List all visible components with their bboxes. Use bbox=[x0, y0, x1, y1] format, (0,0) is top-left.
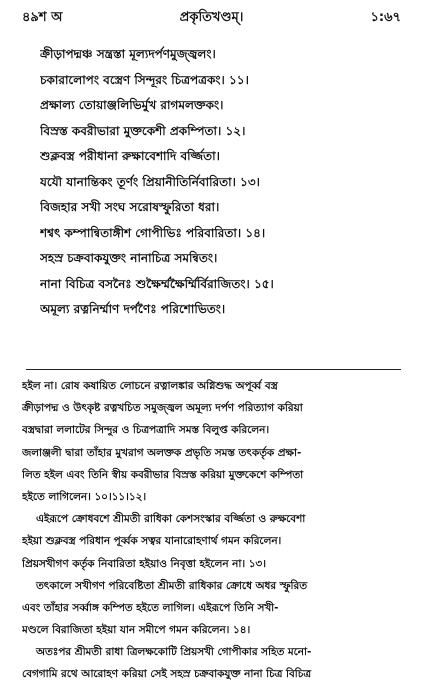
commentary-line: হইয়া শুক্লবস্ত্র পরিধান পূর্ব্বক সত্বর যানারোহণার্থ গমন করিলেন। bbox=[22, 535, 282, 548]
verse-line: শুক্লবস্ত্র পরীধানা রুক্ষাবেশাদি বর্জ্জিতা। bbox=[40, 149, 220, 163]
commentary-line: তৎকালে সখীগণ পরিবেষ্টিতা শ্রীমতী রাধিকার ক্রোধে অধর স্ফুরিত bbox=[36, 579, 307, 592]
verse-line: অমূল্য রত্ননির্ম্মাণ দর্পণৈঃ পরিশোভিতং। bbox=[40, 302, 226, 316]
verse-line: সহস্র চক্রবাকযুক্তং নানাচিত্র সমন্বিতং। bbox=[40, 251, 218, 265]
commentary-line: হইল না। রোষ কষায়িত লোচনে রত্নালঙ্কার অগ্নিশুদ্ধ অপূর্ব্ব বস্ত্র bbox=[22, 380, 278, 392]
running-title: প্রকৃতিখণ্ডম্। bbox=[179, 10, 244, 25]
page-header bbox=[22, 8, 401, 34]
section-divider bbox=[26, 369, 401, 370]
chapter-number: ৪৯শ অ bbox=[22, 10, 63, 25]
commentary-line: মণ্ডলে বিরাজিতা হইয়া যান সমীপে গমন করিলেন। ১৪। bbox=[22, 624, 251, 637]
verse-line: প্রক্ষাল্য তোয়াঞ্জলিভির্মুখ রাগমলক্তকং। bbox=[40, 98, 224, 112]
verse-line: নানা বিচিত্র বসনৈঃ শুক্ষৈর্ম্মক্ষৈর্ম্মির্বিরাজিতং। ১৫। bbox=[40, 276, 274, 291]
commentary-line: ক্রীড়াপদ্ম ও উৎকৃষ্ট রত্নখচিত সমুজ্জ্বল অমূল্য দর্পণ পরিত্যাগ করিয়া bbox=[22, 402, 303, 415]
commentary-line: এইরূপে ক্রোধবশে শ্রীমতী রাধিকা কেশসংস্কার বর্জ্জিতা ও রুক্ষবেশা bbox=[36, 513, 306, 526]
verse-line: চকারালোপং বস্ত্রেণ সিন্দূরং চিত্রপত্রকং। ১১। bbox=[40, 72, 249, 87]
verse-line: শশ্বৎ কম্পান্বিতাঙ্গীশ গোপীভিঃ পরিবারিতা। ১৪। bbox=[40, 225, 266, 240]
verse-line: বিজহার সখী সংঘ সরোষস্ফুরিতা ধরা। bbox=[40, 200, 220, 214]
commentary-line: হইতে লাগিলেন। ১০।১১।১২। bbox=[22, 490, 147, 503]
commentary-line: বেগগামি রথে আরোহণ করিয়া সেই সহস্র চক্রবাকযুক্ত নানা চিত্র বিচিত্র bbox=[22, 668, 311, 681]
bengali-commentary bbox=[22, 375, 405, 686]
verse-line: যযৌ যানান্তিকং তূর্ণং প্রিয়ানীতির্নিবারিতা। ১৩। bbox=[40, 174, 260, 189]
verse-line: বিস্রস্ত কবরীভারা মুক্তকেশী প্রকম্পিতা। ১২। bbox=[40, 123, 246, 138]
commentary-line: জলাঞ্জলী দ্বারা তাঁহার মুখরাগ অলক্তক প্রভৃতি সমস্ত তৎকর্তৃক প্রক্ষা- bbox=[22, 446, 302, 459]
commentary-line: এবং তাঁহার সর্ব্বাঙ্গ কম্পিত হইতে লাগিল। এইরূপে তিনি সখী- bbox=[22, 601, 279, 614]
commentary-line: বস্ত্রদ্বারা ললাটের সিন্দুর ও চিত্রপত্রাদি সমস্ত বিলুপ্ত করিলেন। bbox=[22, 424, 270, 437]
commentary-line: অতঃপর শ্রীমতী রাধা ত্রিলক্ষকোটি প্রিয়সখী গোপীকার সহিত মনো- bbox=[36, 646, 312, 659]
commentary-line: লিত হইল এবং তিনি স্বীয় কবরীভার বিস্রস্ত করিয়া মুক্তকেশে কম্পিতা bbox=[22, 468, 304, 481]
verse-line: ক্রীড়াপদ্মঞ্চ সন্ত্রস্তা মূল্যদর্পণমুজ্জ্বলং। bbox=[40, 47, 216, 61]
sanskrit-verses bbox=[40, 42, 405, 323]
page-number: ১:৬৭ bbox=[370, 10, 401, 25]
commentary-line: প্রিয়সখীগণ কর্তৃক নিবারিতা হইয়াও নিবৃত্তা হইলেন না। ১৩। bbox=[22, 557, 266, 570]
